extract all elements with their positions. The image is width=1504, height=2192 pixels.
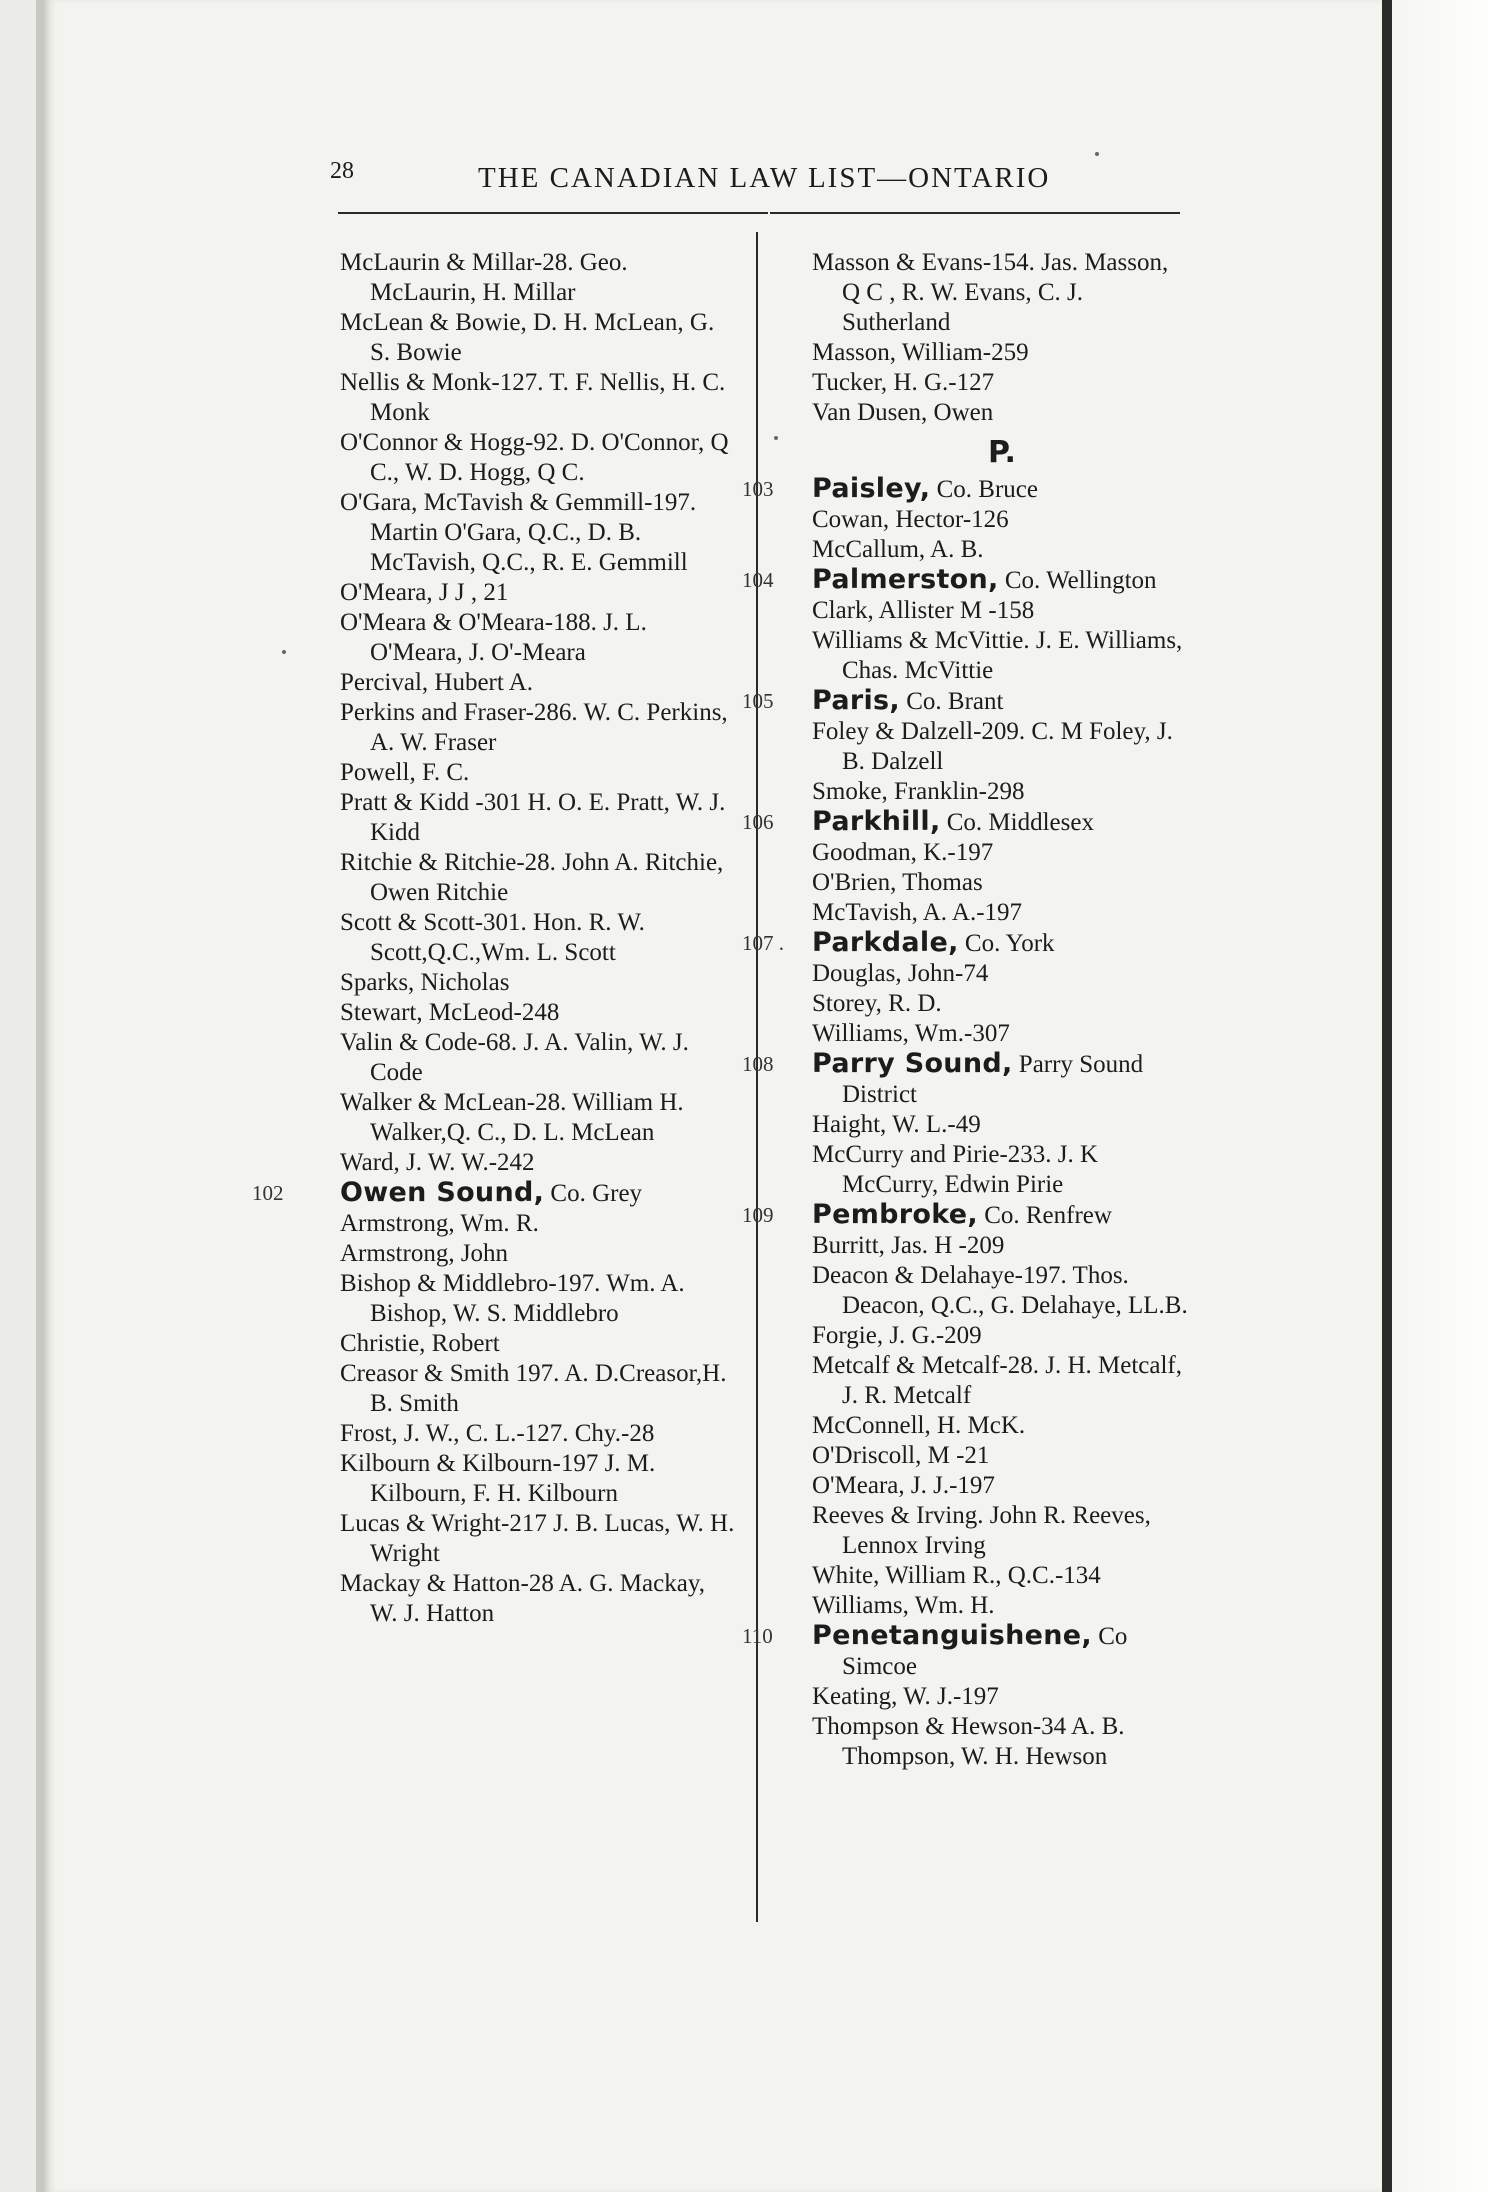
- place-county: Co. Renfrew: [977, 1202, 1112, 1229]
- place-name: Parkhill,: [812, 806, 941, 837]
- directory-entry: Lucas & Wright-217 J. B. Lucas, W. H. Wright: [340, 1510, 735, 1567]
- directory-entry: McLean & Bowie, D. H. McLean, G. S. Bowie: [340, 309, 715, 366]
- directory-entry: Clark, Allister M -158: [812, 597, 1035, 624]
- place-county: Co. Bruce: [930, 476, 1038, 503]
- directory-entry: Keating, W. J.-197: [812, 1683, 999, 1710]
- directory-entry: O'Meara & O'Meara-188. J. L. O'Meara, J. O'-Meara: [340, 609, 647, 666]
- directory-entry: Ritchie & Ritchie-28. John A. Ritchie, Owen Ritchie: [340, 849, 724, 906]
- directory-entry: Pratt & Kidd -301 H. O. E. Pratt, W. J. Kidd: [340, 789, 726, 846]
- directory-entry: Creasor & Smith 197. A. D.Creasor,H. B. Smith: [340, 1360, 727, 1417]
- place-heading: [742, 685, 1192, 717]
- header-rule-right: [770, 212, 1180, 214]
- directory-entry: Sparks, Nicholas: [340, 969, 510, 996]
- directory-entry: Bishop & Middlebro-197. Wm. A. Bishop, W. S. Middlebro: [340, 1270, 685, 1327]
- directory-entry: Masson, William-259: [812, 339, 1029, 366]
- place-name: Paris,: [812, 685, 900, 716]
- print-speck: [282, 650, 286, 654]
- letter-heading: P.: [988, 435, 1016, 470]
- directory-entry: Scott & Scott-301. Hon. R. W. Scott,Q.C.,Wm. L. Scott: [340, 909, 645, 966]
- directory-entry: O'Meara, J. J.-197: [812, 1472, 995, 1499]
- directory-entry: Tucker, H. G.-127: [812, 369, 995, 396]
- directory-entry: Douglas, John-74: [812, 960, 989, 987]
- directory-entry: Storey, R. D.: [812, 990, 942, 1017]
- page-left-edge: [36, 0, 44, 2192]
- header-rule-left: [338, 212, 768, 214]
- book-page: [44, 0, 1434, 2192]
- right-column: [742, 248, 1192, 1772]
- place-heading: [742, 564, 1192, 596]
- place-county: Parry Sound District: [842, 1051, 1144, 1108]
- book-gutter: [1382, 0, 1392, 2192]
- directory-entry: Nellis & Monk-127. T. F. Nellis, H. C. Monk: [340, 369, 726, 426]
- directory-entry: McConnell, H. McK.: [812, 1412, 1026, 1439]
- place-heading: [742, 1048, 1192, 1110]
- place-heading: [742, 1199, 1192, 1231]
- directory-entry: Van Dusen, Owen: [812, 399, 994, 426]
- place-county: Co. York: [958, 930, 1055, 957]
- place-county: Co Simcoe: [842, 1623, 1128, 1680]
- place-county: Co. Brant: [899, 688, 1004, 715]
- place-number: 106: [742, 810, 774, 834]
- place-name: Penetanguishene,: [812, 1620, 1092, 1651]
- left-column: [252, 248, 735, 1629]
- directory-entry: Valin & Code-68. J. A. Valin, W. J. Code: [340, 1029, 689, 1086]
- directory-entry: Forgie, J. G.-209: [812, 1322, 982, 1349]
- directory-entry: Frost, J. W., C. L.-127. Chy.-28: [340, 1420, 655, 1447]
- directory-entry: Ward, J. W. W.-242: [340, 1149, 535, 1176]
- place-name: Parkdale,: [812, 927, 959, 958]
- print-speck: [1095, 152, 1099, 156]
- directory-entry: Percival, Hubert A.: [340, 669, 534, 696]
- place-heading: [742, 806, 1192, 838]
- directory-entry: O'Brien, Thomas: [812, 869, 983, 896]
- directory-entry: O'Driscoll, M -21: [812, 1442, 990, 1469]
- running-title: THE CANADIAN LAW LIST—ONTARIO: [478, 162, 1051, 194]
- directory-entry: Armstrong, John: [340, 1240, 509, 1267]
- place-name: Palmerston,: [812, 564, 999, 595]
- directory-entry: McLaurin & Millar-28. Geo. McLaurin, H. Millar: [340, 249, 628, 306]
- page-header: [330, 150, 1180, 210]
- directory-entry: McTavish, A. A.-197: [812, 899, 1023, 926]
- directory-entry: Cowan, Hector-126: [812, 506, 1009, 533]
- place-name: Owen Sound,: [340, 1177, 545, 1208]
- place-number: 105: [742, 689, 774, 713]
- directory-entry: Goodman, K.-197: [812, 839, 994, 866]
- place-number: 104: [742, 568, 774, 592]
- print-speck: [774, 436, 778, 440]
- directory-entry: White, William R., Q.C.-134: [812, 1562, 1101, 1589]
- directory-entry: Williams, Wm. H.: [812, 1592, 995, 1619]
- directory-entry: Thompson & Hewson-34 A. B. Thompson, W. H. Hewson: [812, 1713, 1125, 1770]
- directory-entry: McCallum, A. B.: [812, 536, 984, 563]
- directory-entry: Armstrong, Wm. R.: [340, 1210, 539, 1237]
- facing-page-edge: [1392, 0, 1504, 2192]
- place-county: Co. Wellington: [998, 567, 1157, 594]
- directory-entry: Christie, Robert: [340, 1330, 500, 1357]
- directory-entry: Powell, F. C.: [340, 759, 470, 786]
- directory-entry: Haight, W. L.-49: [812, 1111, 981, 1138]
- place-heading-owen-sound: [252, 1177, 735, 1209]
- place-number: 102: [252, 1181, 284, 1205]
- place-county: Co. Grey: [544, 1180, 643, 1207]
- directory-entry: Deacon & Delahaye-197. Thos. Deacon, Q.C., G. Delahaye, LL.B.: [812, 1262, 1188, 1319]
- place-heading: [742, 473, 1192, 505]
- place-number: 107 .: [742, 931, 784, 955]
- directory-entry: Reeves & Irving. John R. Reeves, Lennox Irving: [812, 1502, 1151, 1559]
- directory-entry: Mackay & Hatton-28 A. G. Mackay, W. J. Hatton: [340, 1570, 705, 1627]
- directory-entry: Foley & Dalzell-209. C. M Foley, J. B. Dalzell: [812, 718, 1173, 775]
- directory-entry: Williams & McVittie. J. E. Williams, Chas. McVittie: [812, 627, 1183, 684]
- directory-entry: O'Meara, J J , 21: [340, 579, 509, 606]
- place-heading: [742, 1620, 1192, 1682]
- place-name: Pembroke,: [812, 1199, 978, 1230]
- directory-entry: Kilbourn & Kilbourn-197 J. M. Kilbourn, F. H. Kilbourn: [340, 1450, 656, 1507]
- directory-entry: Walker & McLean-28. William H. Walker,Q. C., D. L. McLean: [340, 1089, 684, 1146]
- place-name: Paisley,: [812, 473, 931, 504]
- directory-entry: O'Gara, McTavish & Gemmill-197. Martin O'Gara, Q.C., D. B. McTavish, Q.C., R. E. Gemmill: [340, 489, 697, 576]
- directory-entry: Williams, Wm.-307: [812, 1020, 1010, 1047]
- place-county: Co. Middlesex: [940, 809, 1094, 836]
- directory-entry: Masson & Evans-154. Jas. Masson, Q C , R. W. Evans, C. J. Sutherland: [812, 249, 1169, 336]
- place-heading: [742, 927, 1192, 959]
- directory-entry: Stewart, McLeod-248: [340, 999, 560, 1026]
- page-number: 28: [330, 158, 354, 184]
- directory-entry: Smoke, Franklin-298: [812, 778, 1025, 805]
- place-number: 110: [742, 1624, 773, 1648]
- directory-entry: Burritt, Jas. H -209: [812, 1232, 1005, 1259]
- place-number: 109: [742, 1203, 774, 1227]
- directory-entry: O'Connor & Hogg-92. D. O'Connor, Q C., W. D. Hogg, Q C.: [340, 429, 729, 486]
- place-number: 108: [742, 1052, 774, 1076]
- directory-entry: Metcalf & Metcalf-28. J. H. Metcalf, J. R. Metcalf: [812, 1352, 1183, 1409]
- directory-entry: McCurry and Pirie-233. J. K McCurry, Edwin Pirie: [812, 1141, 1099, 1198]
- place-name: Parry Sound,: [812, 1048, 1013, 1079]
- directory-entry: Perkins and Fraser-286. W. C. Perkins, A. W. Fraser: [340, 699, 728, 756]
- place-number: 103: [742, 477, 774, 501]
